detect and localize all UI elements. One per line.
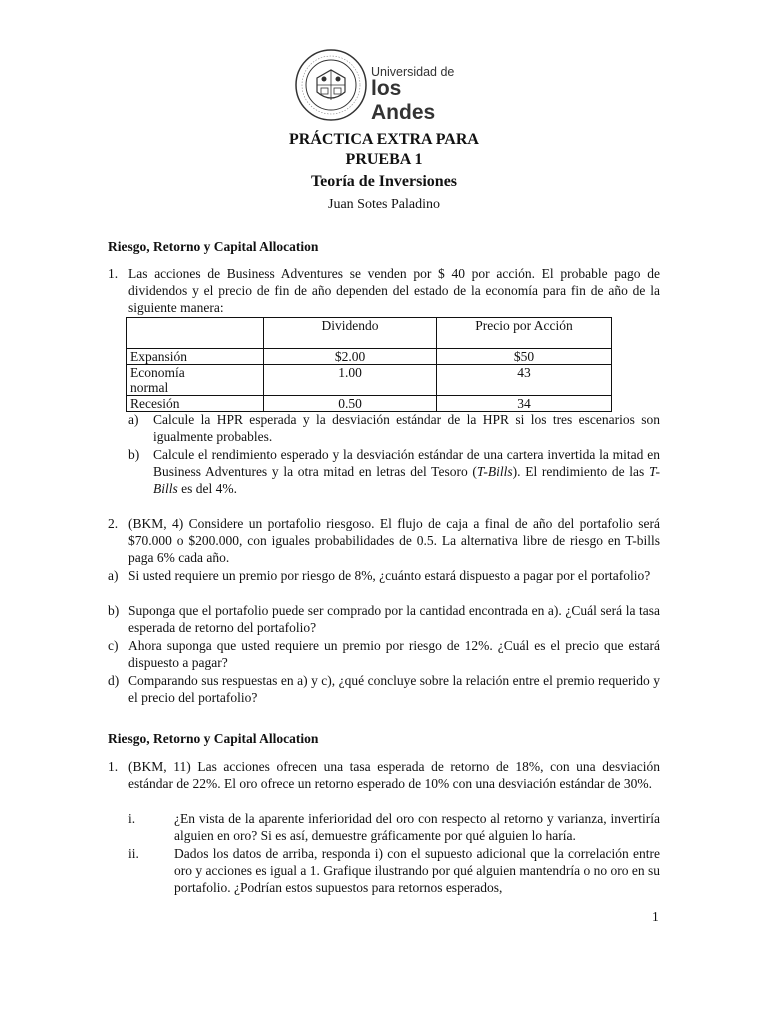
q1b-text-part: Calcule el rendimiento esperado y la desviación estándar de una cartera invertida la mitad en Business Adventures y la otra mitad en letras del Tesoro ( (153, 447, 660, 479)
q1b-italic-term: T-Bills (153, 464, 660, 496)
q1-text: Las acciones de Business Adventures se venden por $ 40 por acción. El probable pago de dividendos y el precio de fin de año dependen del estado de la economía para fin de año de la siguiente manera: (128, 266, 660, 315)
table-row (127, 349, 612, 365)
table-row (127, 365, 612, 396)
q2-item-text: Ahora suponga que usted requiere un premio por riesgo de 12%. ¿Cuál es el precio que estará dispuesto a pagar? (128, 638, 660, 670)
table-cell: 34 (437, 396, 612, 412)
s2-q1-item-label: ii. (128, 846, 139, 861)
section1-heading: Riesgo, Retorno y Capital Allocation (108, 239, 319, 254)
document-author: Juan Sotes Paladino (328, 197, 440, 212)
q1b-text-part: es del 4%. (177, 481, 237, 496)
table-cell: $2.00 (264, 349, 437, 365)
page-number: 1 (652, 909, 659, 924)
s2-q1-item-text: Dados los datos de arriba, responda i) con el supuesto adicional que la correlación entre oro y acciones es igual a 1. Grafique ilustrando por qué alguien mantendría o no oro en su portafolio. ¿Podrían estos supuestos para retornos esperados, (174, 846, 660, 895)
table-cell: 0.50 (264, 396, 437, 412)
table-cell: Expansión (127, 349, 264, 365)
q1a-text: Calcule la HPR esperada y la desviación estándar de la HPR si los tres escenarios son igualmente probables. (153, 412, 660, 444)
section2-heading: Riesgo, Retorno y Capital Allocation (108, 731, 319, 746)
s2-q1-text: (BKM, 11) Las acciones ofrecen una tasa esperada de retorno de 18%, con una desviación estándar de 22%. El oro ofrece un retorno esperado de 10% con una desviación estándar de 30%. (128, 759, 660, 791)
q2-text: (BKM, 4) Considere un portafolio riesgoso. El flujo de caja a final de año del portafolio será $70.000 o $200.000, con iguales probabilidades de 0.5. La alternativa libre de riesgo en T-bills paga 6% cada año. (128, 516, 660, 565)
university-name-line1: Universidad de (371, 65, 455, 79)
q2-item-label: b) (108, 603, 120, 618)
s2-q1-item-label: i. (128, 811, 136, 826)
q2-item-text: Suponga que el portafolio puede ser comprado por la cantidad encontrada en a). ¿Cuál será la tasa esperada de retorno del portafolio? (128, 603, 660, 635)
table-header-cell: Precio por Acción (437, 318, 612, 349)
document-subtitle: Teoría de Inversiones (310, 173, 458, 190)
table-cell: 43 (437, 365, 612, 396)
table-cell: Recesión (127, 396, 264, 412)
q2-item-label: c) (108, 638, 119, 653)
table-cell: $50 (437, 349, 612, 365)
university-name-line2: los Andes (371, 77, 436, 124)
document-title-line2: PRUEBA 1 (345, 151, 423, 168)
q1a-label: a) (128, 412, 139, 427)
q1b-italic-term: T-Bills (476, 464, 513, 479)
q2-number: 2. (108, 516, 119, 531)
table-row (127, 396, 612, 412)
q1-number: 1. (108, 266, 119, 281)
table-cell: Economía normal (127, 365, 264, 396)
s2-q1-number: 1. (108, 759, 119, 774)
q2-item-text: Si usted requiere un premio por riesgo de 8%, ¿cuánto estará dispuesto a pagar por el portafolio? (128, 568, 651, 583)
table-cell: 1.00 (264, 365, 437, 396)
q1b-label: b) (128, 447, 140, 462)
q2-item-label: d) (108, 673, 120, 688)
table-header-row (127, 318, 612, 349)
university-logo (293, 48, 468, 122)
table-header-cell (127, 318, 264, 349)
q1b-text (153, 446, 660, 497)
q1b-text-part: ). El rendimiento de las (512, 464, 649, 479)
s2-q1-item-text: ¿En vista de la aparente inferioridad del oro con respecto al retorno y varianza, invertiría alguien en oro? Si es así, demuestre gráficamente por qué alguien lo haría. (174, 811, 660, 843)
q2-item-label: a) (108, 568, 119, 583)
q2-item-text: Comparando sus respuestas en a) y c), ¿qué concluye sobre la relación entre el premio requerido y el precio del portafolio? (128, 673, 660, 705)
dividend-price-table (126, 317, 612, 412)
document-title-line1: PRÁCTICA EXTRA PARA (289, 131, 479, 148)
table-header-cell: Dividendo (264, 318, 437, 349)
